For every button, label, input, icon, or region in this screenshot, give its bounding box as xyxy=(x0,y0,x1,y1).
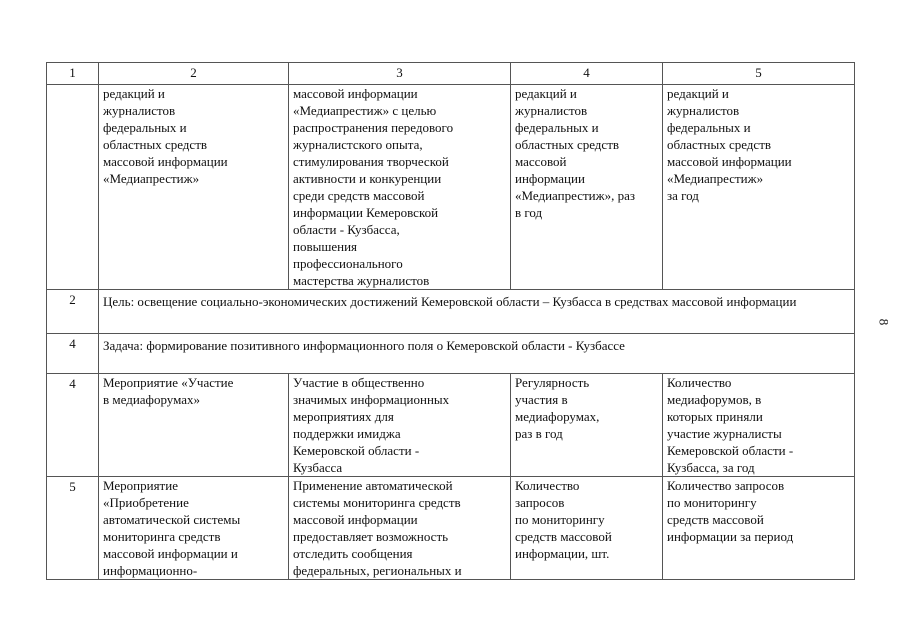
page-number: 8 xyxy=(876,318,892,326)
row-number: 4 xyxy=(47,334,99,374)
event-cell: Мероприятие «Приобретение автоматической системы мониторинга средств массовой информации и информационно- xyxy=(99,477,289,580)
event-cell: редакций и журналистов федеральных и областных средств массовой информации «Медиапрестиж» xyxy=(99,85,289,290)
header-cell: 2 xyxy=(99,63,289,85)
goal-row xyxy=(47,290,855,334)
row-number: 5 xyxy=(47,477,99,580)
table-row xyxy=(47,477,855,580)
table-row xyxy=(47,85,855,290)
header-row xyxy=(47,63,855,85)
table-row xyxy=(47,374,855,477)
measure-cell: Количество медиафорумов, в которых приняли участие журналисты Кемеровской области - Кузбасса, за год xyxy=(663,374,855,477)
indicator-cell: Количество запросов по мониторингу средств массовой информации, шт. xyxy=(511,477,663,580)
header-cell: 3 xyxy=(289,63,511,85)
row-number: 4 xyxy=(47,374,99,477)
description-cell: массовой информации «Медиапрестиж» с целью распространения передового журналистского опыта, стимулирования творческой активности и конкуренции среди средств массовой информации Кемеровской области - Кузбасса, повышения профессионального мастерства журналистов xyxy=(289,85,511,290)
measure-cell: редакций и журналистов федеральных и областных средств массовой информации «Медиапрестиж» за год xyxy=(663,85,855,290)
program-table xyxy=(46,62,855,580)
description-cell: Применение автоматической системы мониторинга средств массовой информации предоставляет возможность отследить сообщения федеральных, региональных и xyxy=(289,477,511,580)
row-number: 2 xyxy=(47,290,99,334)
event-cell: Мероприятие «Участие в медиафорумах» xyxy=(99,374,289,477)
indicator-cell: редакций и журналистов федеральных и областных средств массовой информации «Медиапрестиж», раз в год xyxy=(511,85,663,290)
header-cell: 1 xyxy=(47,63,99,85)
header-cell: 5 xyxy=(663,63,855,85)
task-row xyxy=(47,334,855,374)
task-text: Задача: формирование позитивного информационного поля о Кемеровской области - Кузбассе xyxy=(99,334,855,374)
measure-cell: Количество запросов по мониторингу средств массовой информации за период xyxy=(663,477,855,580)
description-cell: Участие в общественно значимых информационных мероприятиях для поддержки имиджа Кемеровской области - Кузбасса xyxy=(289,374,511,477)
header-cell: 4 xyxy=(511,63,663,85)
row-number xyxy=(47,85,99,290)
goal-text: Цель: освещение социально-экономических достижений Кемеровской области – Кузбасса в средствах массовой информации xyxy=(99,290,855,334)
indicator-cell: Регулярность участия в медиафорумах, раз в год xyxy=(511,374,663,477)
